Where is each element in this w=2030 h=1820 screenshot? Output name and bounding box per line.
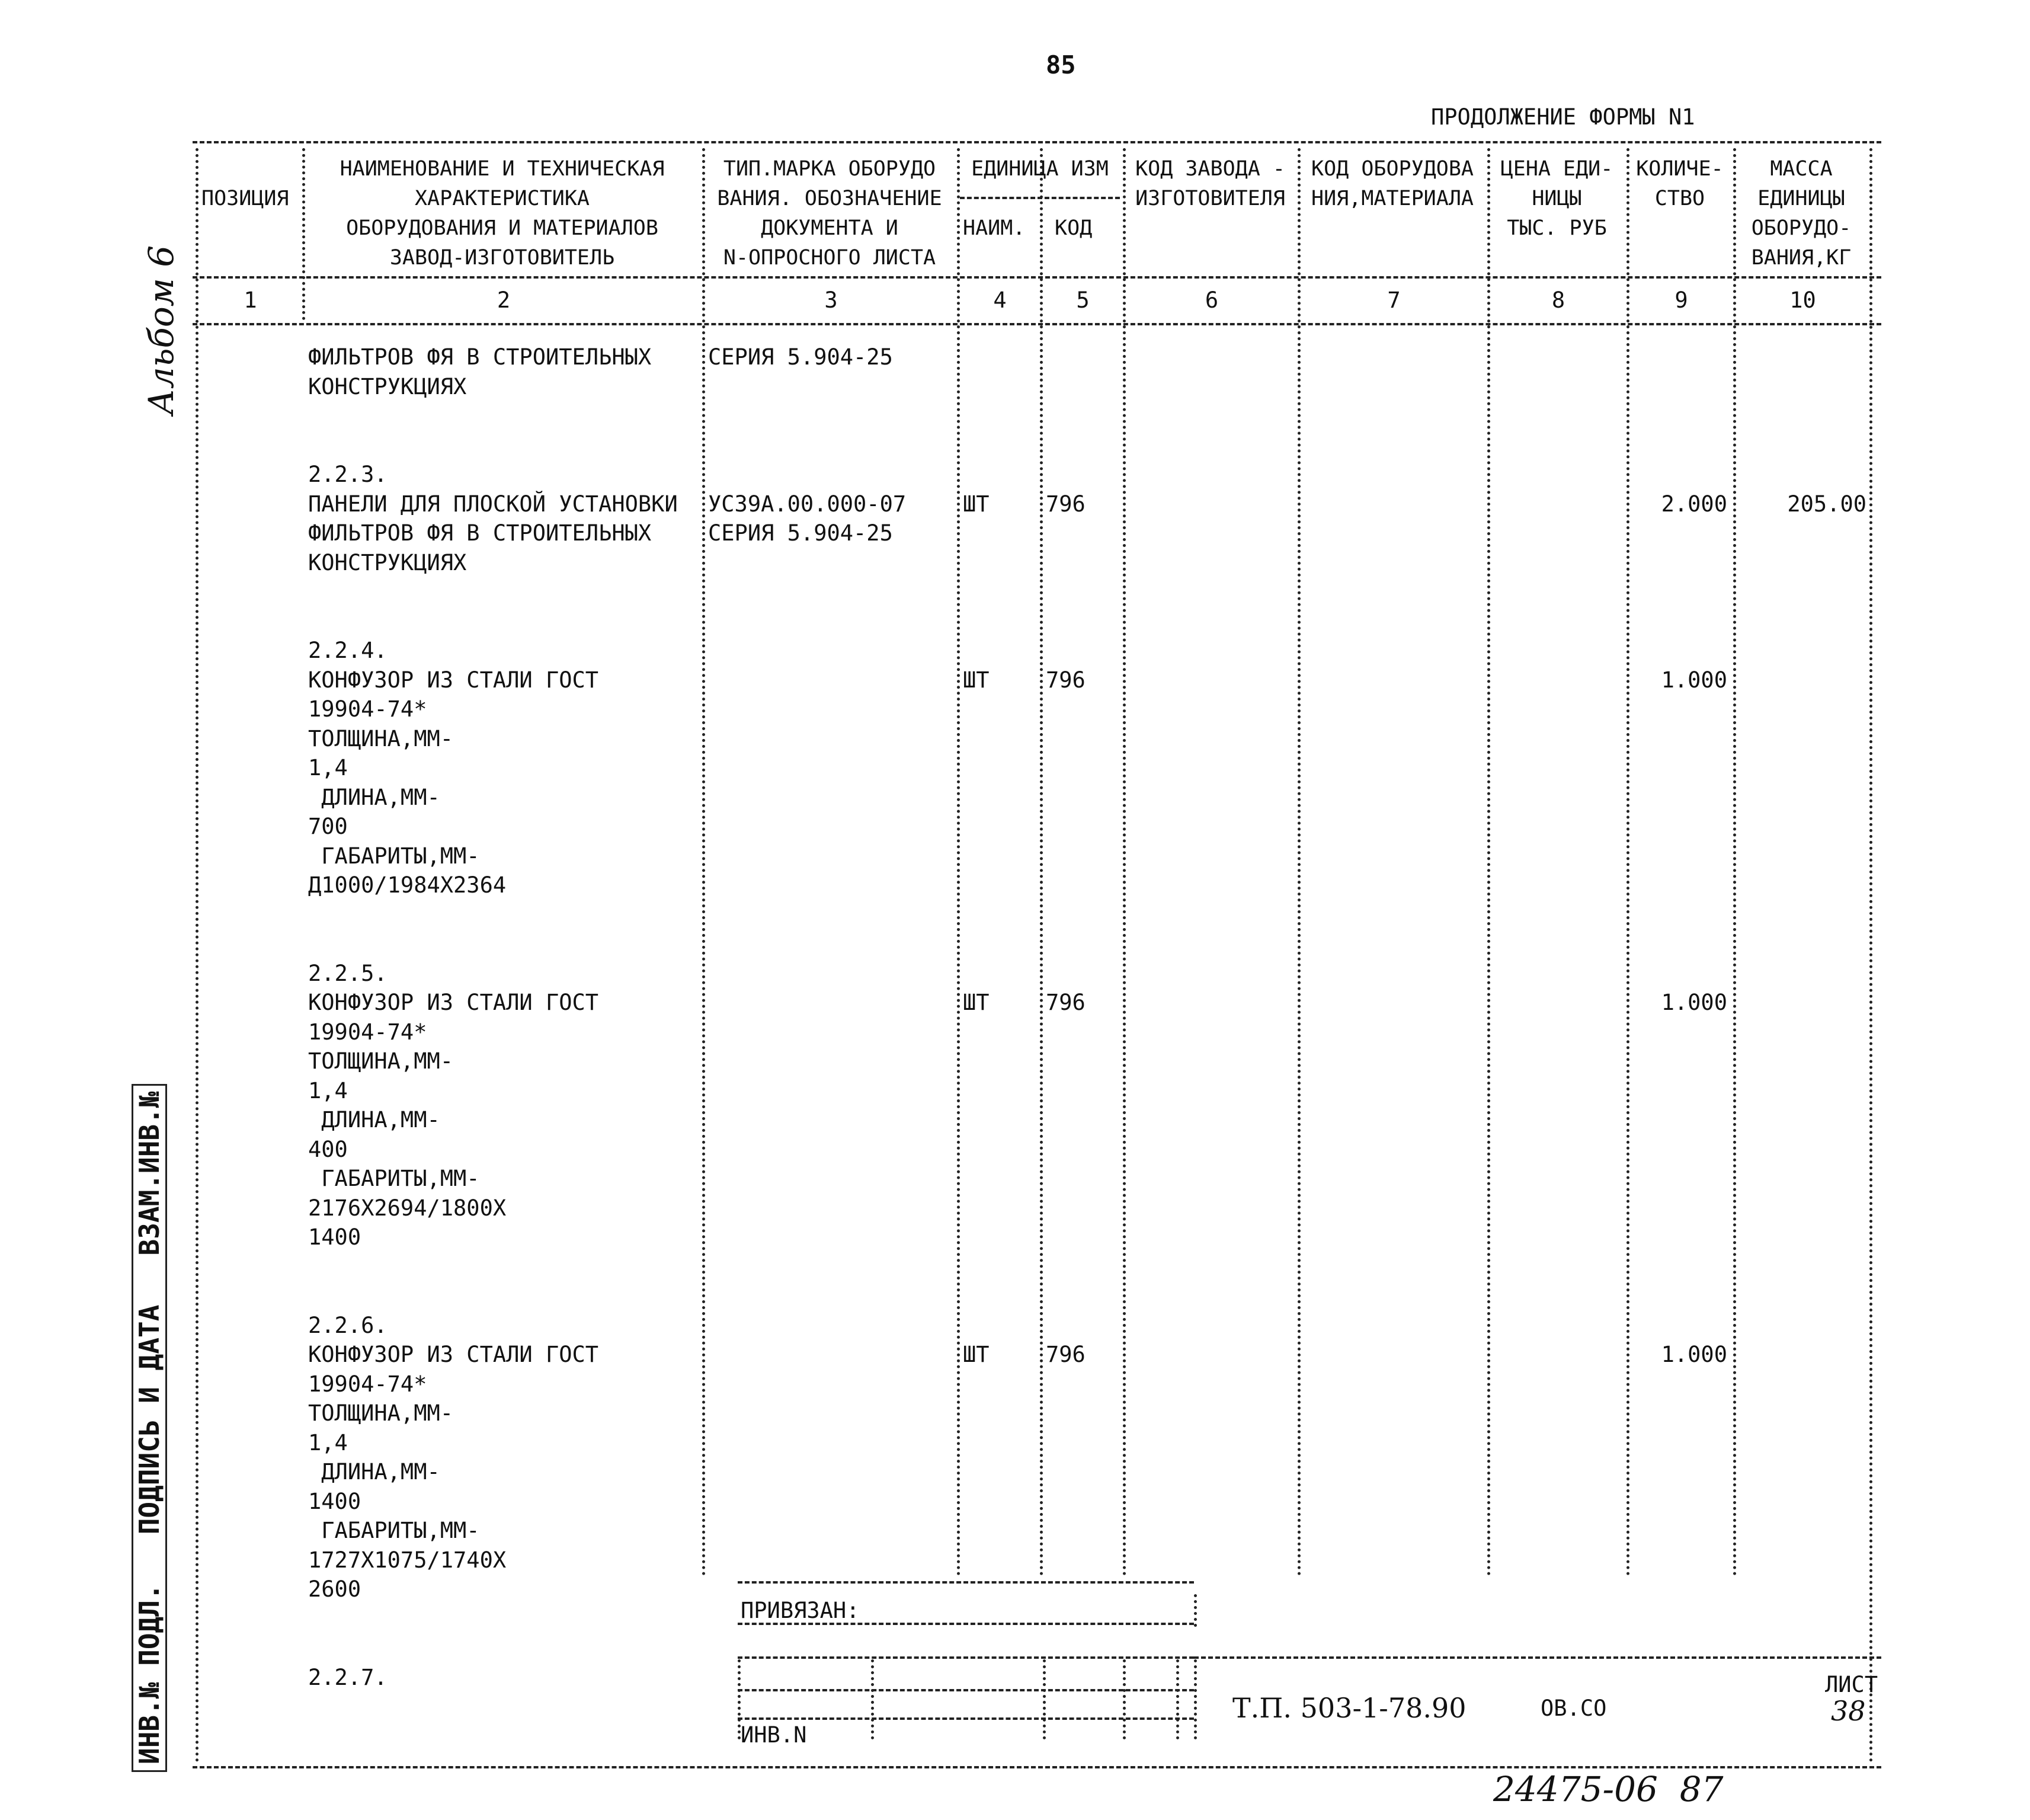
header-col-6: ИЗГОТОВИТЕЛЯ	[1135, 187, 1285, 210]
column-number: 4	[993, 287, 1007, 313]
header-col-2: ХАРАКТЕРИСТИКА	[414, 187, 590, 210]
cell-c2: 2600	[308, 1576, 361, 1602]
cell-c2: 2.2.3.	[308, 462, 388, 487]
stamp-line	[738, 1656, 1194, 1659]
column-number: 2	[497, 287, 511, 313]
sheet-label: ЛИСТ	[1825, 1672, 1878, 1697]
header-col-5: КОД	[1055, 216, 1093, 240]
column-number: 3	[824, 287, 838, 313]
header-col-10: ЕДИНИЦЫ	[1757, 187, 1845, 210]
cell-c4: ШТ	[963, 1342, 990, 1367]
column-number: 8	[1551, 287, 1565, 313]
column-separator	[1194, 1594, 1197, 1627]
cell-c10: 205.00	[1787, 491, 1866, 517]
header-col-8: ЦЕНА ЕДИ-	[1500, 157, 1613, 181]
document-code: Т.П. 503-1-78.90	[1232, 1692, 1467, 1724]
inventory-label: ИНВ.N	[741, 1722, 807, 1748]
column-separator	[1040, 148, 1043, 1576]
header-col-2: ЗАВОД-ИЗГОТОВИТЕЛЬ	[389, 246, 615, 270]
header-col-1: ПОЗИЦИЯ	[201, 187, 289, 210]
privyazan-label: ПРИВЯЗАН:	[741, 1598, 860, 1623]
column-separator	[1869, 148, 1872, 1763]
column-separator	[1487, 148, 1490, 1576]
header-col-6: КОД ЗАВОДА -	[1135, 157, 1285, 181]
cell-c2: ФИЛЬТРОВ ФЯ В СТРОИТЕЛЬНЫХ	[308, 520, 652, 546]
cell-c2: ДЛИНА,ММ-	[308, 1459, 440, 1485]
cell-c2: 2.2.6.	[308, 1313, 388, 1338]
cell-c2: 19904-74*	[308, 696, 427, 722]
handwritten-footer: 24475-06 87	[1493, 1769, 1724, 1809]
cell-c2: ДЛИНА,ММ-	[308, 1107, 440, 1133]
cell-c2: 1,4	[308, 755, 348, 781]
header-unit-divider	[960, 197, 1120, 199]
header-col-9: СТВО	[1654, 187, 1705, 210]
cell-c2: ТОЛЩИНА,ММ-	[308, 726, 454, 751]
column-separator	[1123, 148, 1126, 1576]
column-separator	[1043, 1659, 1046, 1739]
cell-c2: ГАБАРИТЫ,ММ-	[308, 1166, 480, 1191]
album-label: Альбом 6	[141, 245, 181, 415]
column-separator	[702, 148, 705, 1576]
cell-c2: 19904-74*	[308, 1371, 427, 1397]
cell-c9: 1.000	[1661, 990, 1727, 1015]
cell-c2: КОНСТРУКЦИЯХ	[308, 550, 467, 575]
cell-c2: 700	[308, 814, 348, 839]
column-separator	[1176, 1659, 1179, 1739]
cell-c2: 1400	[308, 1224, 361, 1250]
column-number: 7	[1387, 287, 1401, 313]
cell-c3: УС39А.00.000-07	[708, 491, 907, 517]
cell-c2: 1,4	[308, 1430, 348, 1456]
header-col-3: ВАНИЯ. ОБОЗНАЧЕНИЕ	[717, 187, 942, 210]
side-stamp-fields: ИНВ.№ ПОДЛ. ПОДПИСЬ И ДАТА ВЗАМ.ИНВ.№	[132, 1084, 167, 1772]
cell-c2: 400	[308, 1137, 348, 1162]
stamp-line	[1194, 1656, 1881, 1659]
header-col-3: ТИП.МАРКА ОБОРУДО	[723, 157, 936, 181]
header-col-9: КОЛИЧЕ-	[1636, 157, 1724, 181]
header-col-8: НИЦЫ	[1532, 187, 1582, 210]
cell-c3: СЕРИЯ 5.904-25	[708, 520, 893, 546]
column-separator	[957, 148, 960, 1576]
column-separator	[1733, 148, 1736, 1576]
column-number: 10	[1789, 287, 1816, 313]
header-col-10: ВАНИЯ,КГ	[1751, 246, 1852, 270]
cell-c2: КОНФУЗОР ИЗ СТАЛИ ГОСТ	[308, 667, 599, 693]
column-separator	[871, 1659, 874, 1739]
cell-c9: 2.000	[1661, 491, 1727, 517]
header-col-7: КОД ОБОРУДОВА	[1311, 157, 1474, 181]
column-separator	[1298, 148, 1301, 1576]
header-col-10: ОБОРУДО-	[1751, 216, 1852, 240]
cell-c3: СЕРИЯ 5.904-25	[708, 344, 893, 370]
cell-c2: КОНФУЗОР ИЗ СТАЛИ ГОСТ	[308, 1342, 599, 1367]
cell-c2: 1727Х1075/1740Х	[308, 1547, 507, 1573]
cell-c2: ТОЛЩИНА,ММ-	[308, 1048, 454, 1074]
header-col-10: МАССА	[1770, 157, 1833, 181]
column-separator	[1123, 1659, 1126, 1739]
cell-c5: 796	[1046, 1342, 1086, 1367]
header-col-3: ДОКУМЕНТА И	[761, 216, 898, 240]
cell-c4: ШТ	[963, 990, 990, 1015]
header-col-7: НИЯ,МАТЕРИАЛА	[1311, 187, 1474, 210]
table-top-border	[193, 141, 1881, 143]
cell-c2: Д1000/1984Х2364	[308, 872, 507, 898]
header-unit: ЕДИНИЦА ИЗМ	[971, 157, 1109, 181]
column-number: 9	[1674, 287, 1688, 313]
column-number: 6	[1205, 287, 1219, 313]
cell-c2: 19904-74*	[308, 1019, 427, 1045]
cell-c2: ФИЛЬТРОВ ФЯ В СТРОИТЕЛЬНЫХ	[308, 344, 652, 370]
cell-c2: КОНСТРУКЦИЯХ	[308, 374, 467, 399]
column-number: 1	[244, 287, 257, 313]
cell-c9: 1.000	[1661, 1342, 1727, 1367]
header-col-2: ОБОРУДОВАНИЯ И МАТЕРИАЛОВ	[346, 216, 658, 240]
column-separator	[1194, 1659, 1197, 1739]
header-col-2: НАИМЕНОВАНИЕ И ТЕХНИЧЕСКАЯ	[340, 157, 665, 181]
cell-c5: 796	[1046, 491, 1086, 517]
cell-c4: ШТ	[963, 667, 990, 693]
cell-c4: ШТ	[963, 491, 990, 517]
page-number: 85	[1046, 50, 1076, 79]
cell-c2: 2176Х2694/1800Х	[308, 1195, 507, 1221]
cell-c2: ПАНЕЛИ ДЛЯ ПЛОСКОЙ УСТАНОВКИ	[308, 491, 678, 517]
cell-c2: ТОЛЩИНА,ММ-	[308, 1400, 454, 1426]
cell-c2: ГАБАРИТЫ,ММ-	[308, 843, 480, 869]
cell-c9: 1.000	[1661, 667, 1727, 693]
cell-c2: 2.2.5.	[308, 961, 388, 986]
stamp-line	[738, 1581, 1194, 1584]
sheet-number: 38	[1831, 1695, 1866, 1727]
header-col-8: ТЫС. РУБ	[1507, 216, 1607, 240]
cell-c2: ДЛИНА,ММ-	[308, 785, 440, 810]
cell-c5: 796	[1046, 667, 1086, 693]
continuation-title: ПРОДОЛЖЕНИЕ ФОРМЫ N1	[1431, 104, 1695, 130]
document-suffix: ОВ.СО	[1541, 1696, 1607, 1721]
header-col-3: N-ОПРОСНОГО ЛИСТА	[723, 246, 936, 270]
column-number: 5	[1076, 287, 1090, 313]
column-separator	[196, 148, 198, 1763]
cell-c2: КОНФУЗОР ИЗ СТАЛИ ГОСТ	[308, 990, 599, 1015]
table-bottom-border	[193, 1766, 1881, 1768]
header-col-4: НАИМ.	[963, 216, 1026, 240]
cell-c2: 2.2.4.	[308, 638, 388, 663]
cell-c2: 2.2.7.	[308, 1665, 388, 1690]
cell-c2: ГАБАРИТЫ,ММ-	[308, 1518, 480, 1543]
cell-c2: 1400	[308, 1489, 361, 1514]
cell-c2: 1,4	[308, 1078, 348, 1103]
cell-c5: 796	[1046, 990, 1086, 1015]
